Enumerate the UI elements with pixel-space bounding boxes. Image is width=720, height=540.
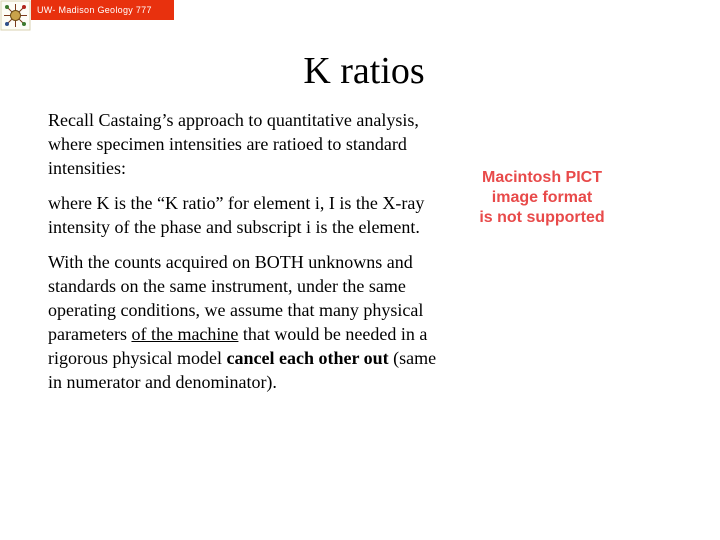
bold-phrase: cancel each other out xyxy=(226,348,389,368)
paragraph-castaing: Recall Castaing’s approach to quantitative analysis, where specimen intensities are ratioed to standard intensities: xyxy=(48,110,419,178)
placeholder-line: image format xyxy=(491,189,593,206)
paragraph-same-instrument xyxy=(48,250,448,394)
placeholder-line: is not supported xyxy=(479,209,605,226)
header-label: UW- Madison Geology 777 xyxy=(31,0,174,20)
placeholder-line: Macintosh PICT xyxy=(481,169,602,186)
text-span: that would be needed in a rigorous physical model xyxy=(48,324,428,368)
text-span: (same in numerator and denominator). xyxy=(48,348,437,392)
slide-title: K ratios xyxy=(303,50,425,92)
paragraph-k-ratio-definition: where K is the “K ratio” for element i, I is the X-ray intensity of the phase and subscript i is the element. xyxy=(48,193,425,237)
geology-crest-icon xyxy=(0,0,31,31)
slide-body xyxy=(48,108,448,405)
unsupported-image-placeholder xyxy=(462,168,622,228)
text-span: With the counts acquired on BOTH unknowns and standards on the same instrument, under the same operating conditions, we assume that many physical parameters xyxy=(48,252,424,344)
underlined-phrase: of the machine xyxy=(131,324,239,344)
